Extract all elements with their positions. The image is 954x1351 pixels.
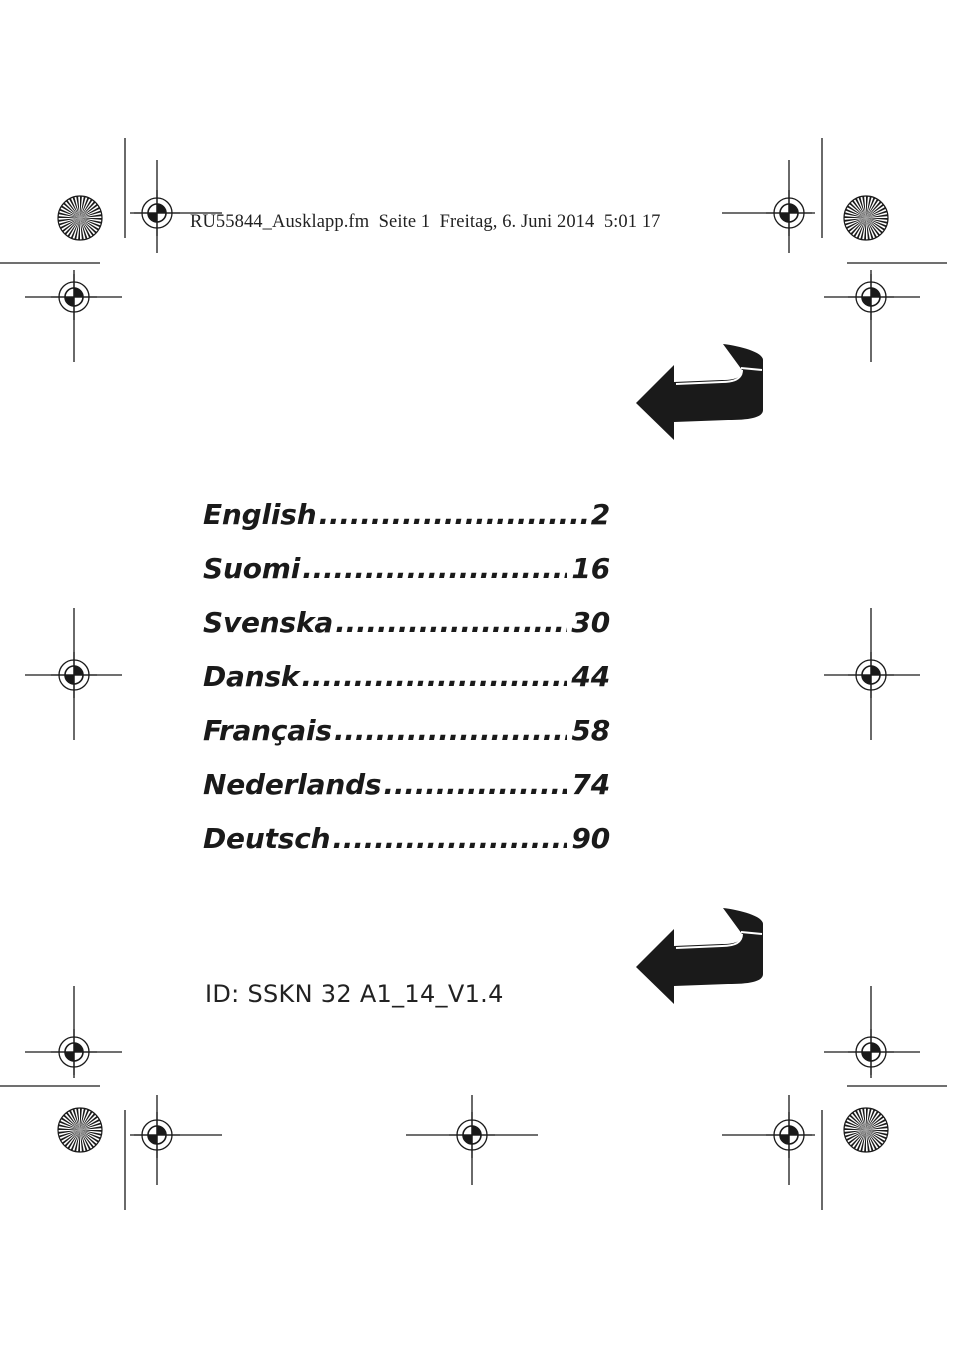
print-slug-line: RU55844_Ausklapp.fm Seite 1 Freitag, 6. Juni 2014 5:01 17 — [190, 212, 661, 232]
radial-star-target-icon — [844, 196, 888, 240]
toc-entry-page: 30 — [571, 606, 610, 639]
toc-entry-dansk[interactable] — [203, 660, 610, 714]
toc-entry-label: Svenska — [203, 606, 334, 639]
toc-entry-suomi[interactable] — [203, 552, 610, 606]
toc-entry-page: 90 — [571, 822, 610, 855]
toc-entry-label: Deutsch — [203, 822, 331, 855]
toc-entry-nederlands[interactable] — [203, 768, 610, 822]
radial-star-target-icon — [58, 1108, 102, 1152]
toc-entry-label: Suomi — [203, 552, 301, 585]
toc-dot-leader — [302, 552, 567, 585]
table-of-contents — [203, 498, 610, 876]
toc-entry-label: English — [203, 498, 317, 531]
toc-entry-francais[interactable] — [203, 714, 610, 768]
toc-entry-svenska[interactable] — [203, 606, 610, 660]
fold-back-arrow-icon — [636, 344, 763, 440]
toc-entry-page: 44 — [571, 660, 610, 693]
toc-entry-english[interactable] — [203, 498, 610, 552]
toc-entry-label: Nederlands — [203, 768, 382, 801]
toc-entry-page: 16 — [571, 552, 610, 585]
toc-entry-page: 2 — [590, 498, 610, 531]
document-id: ID: SSKN 32 A1_14_V1.4 — [205, 980, 504, 1008]
toc-dot-leader — [301, 660, 567, 693]
toc-dot-leader — [334, 714, 568, 747]
toc-dot-leader — [335, 606, 567, 639]
toc-entry-page: 74 — [571, 768, 610, 801]
toc-entry-label: Dansk — [203, 660, 300, 693]
fold-back-arrow-icon — [636, 908, 763, 1004]
toc-dot-leader — [332, 822, 567, 855]
toc-entry-label: Français — [203, 714, 332, 747]
toc-entry-page: 58 — [571, 714, 610, 747]
radial-star-target-icon — [58, 196, 102, 240]
toc-entry-deutsch[interactable] — [203, 822, 610, 876]
toc-dot-leader — [383, 768, 567, 801]
radial-star-target-icon — [844, 1108, 888, 1152]
toc-dot-leader — [319, 498, 587, 531]
